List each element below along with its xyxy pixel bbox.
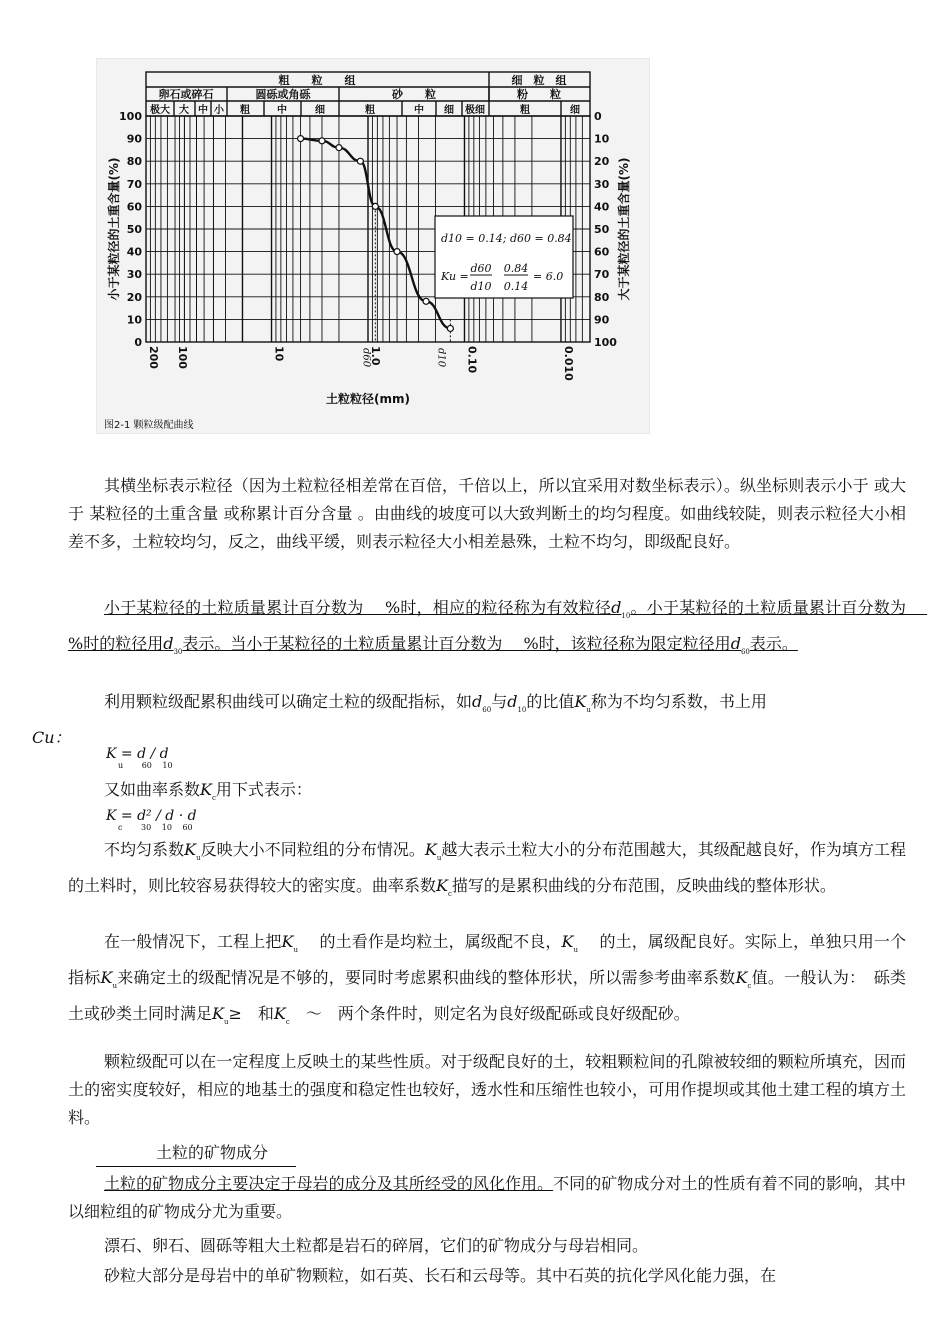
p5-text-d: 描写的是累积曲线的分布范围，反映曲线的整体形状。 — [451, 876, 836, 895]
y-tick-left: 30 — [126, 268, 142, 282]
y-tick-left: 80 — [126, 155, 142, 169]
symbol-k: K — [735, 968, 748, 987]
formula-ku-subscripts: u 60 10 — [118, 761, 173, 770]
paragraph-effective-size — [68, 594, 928, 666]
annotation-frac2-den: 0.14 — [503, 280, 529, 293]
p3-text-d: 称为不均匀系数，书上用 — [590, 692, 767, 711]
paragraph-grading-criteria — [68, 928, 906, 1036]
sub-u: u — [293, 946, 298, 954]
header-size-9: 中 — [414, 105, 424, 116]
y-tick-left: 10 — [126, 313, 142, 327]
y-tick-left: 40 — [126, 245, 142, 259]
annotation-frac2-num: 0.84 — [503, 262, 529, 275]
p6-text-b: 的土看作是均粒土，属级配不良， — [297, 932, 562, 951]
annotation-ku-label: Ku = — [441, 270, 469, 283]
sub-c: c — [285, 1018, 290, 1026]
symbol-k: K — [184, 840, 197, 859]
p6-text-e: 值。一般认为： 砾类土或砂类土同时满足 — [68, 968, 906, 1023]
header-gravel: 圆砾或角砾 — [255, 88, 311, 101]
header-size-7: 细 — [315, 105, 325, 116]
annotation-result: = 6.0 — [533, 270, 564, 283]
sub-u: u — [112, 982, 118, 990]
symbol-d: d — [730, 634, 741, 653]
y-tick-right: 40 — [594, 200, 610, 214]
header-size-6: 中 — [277, 105, 287, 116]
header-size-2: 大 — [179, 105, 189, 116]
x-tick-label: 0.10 — [465, 346, 479, 374]
x-tick-label: 1.0 — [369, 346, 382, 366]
p6-text-d: 来确定土的级配情况是不够的，要同时考虑累积曲线的整体形状，所以需参考曲率系数 — [117, 968, 736, 987]
y-tick-right: 90 — [594, 313, 610, 327]
x-tick-label: 200 — [147, 346, 160, 369]
y-tick-left: 0 — [134, 336, 142, 349]
sub-60: 60 — [740, 648, 750, 656]
section-heading-mineral: 土粒的矿物成分 — [96, 1140, 296, 1167]
annotation-d-values: d10 = 0.14; d60 = 0.84 — [441, 232, 572, 245]
y-tick-left: 50 — [126, 223, 142, 236]
sub-u: u — [586, 706, 591, 714]
paragraph-coarse-minerals: 漂石、卵石、圆砾等粗大土粒都是岩石的碎屑，它们的矿物成分与母岩相同。 — [104, 1236, 649, 1255]
paragraph-cc-intro — [104, 776, 864, 812]
cu-symbol: Cu： — [32, 728, 71, 747]
p3-text-a: 利用颗粒级配累积曲线可以确定土粒的级配指标，如 — [104, 692, 473, 711]
header-sand: 砂 粒 — [392, 88, 436, 101]
header-size-12: 粗 — [520, 105, 530, 116]
y-tick-right: 100 — [594, 336, 617, 349]
header-size-10: 细 — [444, 105, 454, 116]
x-axis-label: 土粒粒径(mm) — [326, 392, 410, 406]
curve-point — [394, 249, 400, 255]
symbol-d: d — [472, 692, 483, 711]
curve-point — [319, 138, 325, 144]
y-tick-right: 80 — [594, 290, 610, 304]
y-tick-right: 30 — [594, 177, 610, 191]
header-cobble: 卵石或碎石 — [158, 88, 214, 101]
paragraph-grading-properties: 颗粒级配可以在一定程度上反映土的某些性质。对于级配良好的土，较粗颗粒间的孔隙被较细的颗粒所填充，因而土的密实度较好，相应的地基土的强度和稳定性也较好，透水性和压缩性也较小，可用作提坝或其他土建工程的填方土料。 — [68, 1052, 906, 1127]
p2-text-d: 表示。 — [749, 634, 798, 653]
p2-text-c: 表示。当小于某粒径的土粒质量累计百分数为 %时，该粒径称为限定粒径用 — [182, 634, 731, 653]
sub-u: u — [196, 854, 201, 862]
curve-point — [372, 203, 378, 209]
p5-text-c: 越大表示土粒大小的分布范围越大，其级配越良好，作为填方工程的土料时，则比较容易获得较大的密实度。曲率系数 — [68, 840, 906, 895]
header-silt: 粉 粒 — [517, 88, 561, 101]
header-coarse-group: 粗 粒 组 — [278, 74, 356, 87]
p5-text-b: 反映大小不同粒组的分布情况。 — [200, 840, 425, 859]
formula-ku: K = d / d — [106, 746, 169, 762]
y-tick-left: 20 — [126, 290, 142, 304]
symbol-k: K — [561, 932, 574, 951]
sub-10: 10 — [517, 706, 527, 714]
sub-c: c — [447, 890, 452, 898]
symbol-k: K — [200, 780, 212, 799]
sub-u: u — [223, 1018, 229, 1026]
header-size-4: 小 — [214, 105, 224, 116]
x-tick-label: 0.010 — [561, 346, 575, 381]
paragraph-axis-explanation: 其横坐标表示粒径（因为土粒粒径相差常在百倍，千倍以上，所以宜采用对数坐标表示）。纵坐标则表示小于 或大于 某粒径的土重含量 或称累计百分含量 。由曲线的坡度可以大致判断土的均匀程度。如曲线较陡，则表示粒径大小相差不多，土粒较均匀，反之，曲线平缓，则表示粒径大小相差悬殊，土粒不均匀，即级配良好。 — [68, 476, 906, 551]
header-size-1: 极大 — [150, 105, 170, 116]
symbol-d: d — [163, 634, 174, 653]
x-tick-label: 10 — [272, 346, 286, 362]
symbol-k: K — [273, 1004, 286, 1023]
p2-text-b: 。小于某粒径的土粒质量累计百分数为 %时的粒径用 — [68, 598, 928, 653]
curve-point — [336, 145, 342, 151]
figure-caption: 图2-1 颗粒级配曲线 — [104, 420, 194, 431]
y-tick-right: 10 — [594, 132, 610, 146]
symbol-k: K — [100, 968, 113, 987]
p6-text-g: ～ 两个条件时，则定名为良好级配砾或良好级配砂。 — [289, 1004, 690, 1023]
header-size-13: 细 — [570, 105, 580, 116]
y-tick-right: 60 — [594, 245, 610, 259]
header-size-3: 中 — [198, 105, 208, 116]
guide-label: d60 — [360, 348, 372, 368]
p3-text-c: 的比值 — [526, 692, 575, 711]
p6-text-a: 在一般情况下，工程上把 — [104, 932, 282, 951]
guide-label: d10 — [435, 348, 447, 368]
curve-point — [298, 136, 304, 142]
symbol-k: K — [281, 932, 294, 951]
header-size-11: 极细 — [465, 105, 485, 116]
header-fine-group: 细 粒 组 — [511, 74, 567, 87]
sub-c: c — [747, 982, 752, 990]
y-tick-left: 100 — [119, 110, 142, 123]
y-tick-right: 0 — [594, 110, 602, 123]
sub-c: c — [211, 794, 216, 802]
p2-text-a: 小于某粒径的土粒质量累计百分数为 %时，相应的粒径称为有效粒径 — [104, 598, 612, 617]
p8-text-underlined: 土粒的矿物成分主要决定于母岩的成分及其所经受的风化作用。 — [104, 1174, 554, 1193]
p4-text-b: 用下式表示： — [215, 780, 312, 799]
header-size-8: 粗 — [365, 105, 375, 116]
y-axis-left-label: 小于某粒径的土重含量(%) — [107, 157, 121, 301]
annotation-frac1-num: d60 — [470, 262, 492, 275]
symbol-k: K — [436, 876, 448, 895]
formula-kc: K = d² / d · d — [106, 808, 197, 824]
y-tick-left: 60 — [126, 200, 142, 214]
symbol-k: K — [424, 840, 437, 859]
paragraph-cu-definition — [32, 688, 906, 752]
sub-30: 30 — [173, 648, 183, 656]
p4-text-a: 又如曲率系数 — [104, 780, 201, 799]
paragraph-cu-meaning — [68, 836, 906, 908]
x-tick-label: 100 — [176, 346, 190, 369]
paragraph-mineral-intro — [68, 1170, 906, 1226]
p5-text-a: 不均匀系数 — [104, 840, 185, 859]
sub-u: u — [573, 946, 579, 954]
y-tick-right: 20 — [594, 155, 610, 169]
y-tick-left: 70 — [126, 177, 142, 191]
paragraph-sand-minerals: 砂粒大部分是母岩中的单矿物颗粒，如石英、长石和云母等。其中石英的抗化学风化能力强，在 — [104, 1266, 777, 1285]
header-size-5: 粗 — [240, 105, 250, 116]
p3-text-b: 与 — [491, 692, 508, 711]
formula-kc-subscripts: c 30 10 60 — [118, 823, 193, 832]
y-tick-left: 90 — [126, 132, 142, 146]
curve-point — [447, 325, 453, 331]
symbol-k: K — [212, 1004, 224, 1023]
curve-point — [357, 158, 363, 164]
symbol-d: d — [611, 598, 622, 617]
p6-text-c: 的土，属级配良好。实际上，单独只用一个指标 — [68, 932, 906, 987]
y-tick-right: 50 — [594, 223, 610, 236]
symbol-d: d — [507, 692, 518, 711]
grain-size-distribution-figure — [96, 58, 650, 434]
p8-text-b: 不同的矿物成分对土的性质有着不同的影响，其中以细粒组的矿物成分尤为重要。 — [68, 1174, 906, 1221]
p6-text-f: ≥ 和 — [228, 1004, 274, 1023]
sub-60: 60 — [482, 706, 492, 714]
sub-u: u — [436, 854, 442, 862]
sub-10: 10 — [621, 612, 631, 620]
annotation-frac1-den: d10 — [470, 280, 492, 293]
symbol-k: K — [574, 692, 587, 711]
curve-point — [423, 298, 429, 304]
y-axis-right-label: 大于某粒径的土重含量(%) — [617, 157, 631, 301]
y-tick-right: 70 — [594, 268, 610, 282]
